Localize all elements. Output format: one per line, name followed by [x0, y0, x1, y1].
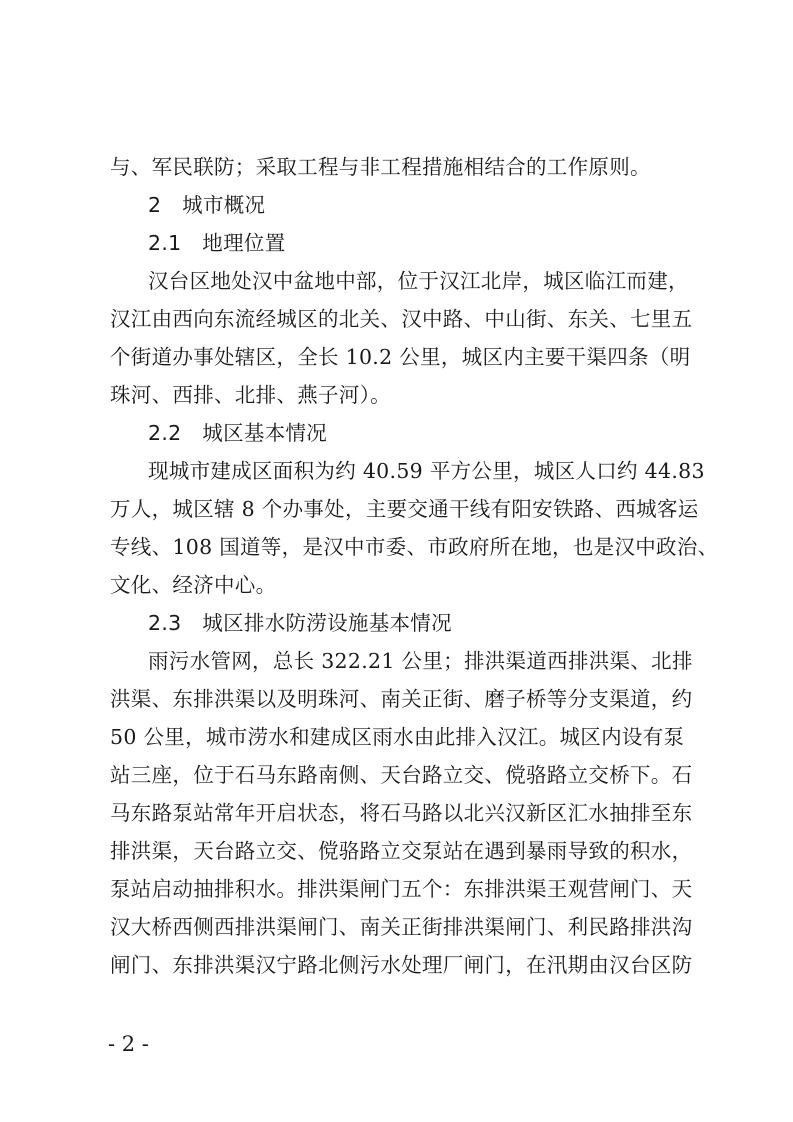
body-text-line: 雨污水管网，总长 322.21 公里；排洪渠道西排洪渠、北排: [148, 649, 693, 673]
body-text-line: 汉大桥西侧西排洪渠闸门、南关正街排洪渠闸门、利民路排洪沟: [110, 915, 693, 939]
body-text-line: 马东路泵站常年开启状态，将石马路以北兴汉新区汇水抽排至东: [110, 801, 693, 825]
body-text-line: 文化、经济中心。: [110, 573, 277, 597]
body-text-line: 万人，城区辖 8 个办事处，主要交通干线有阳安铁路、西城客运: [110, 497, 699, 521]
subsection-heading: 2.1 地理位置: [148, 231, 286, 255]
body-text-line: 站三座，位于石马东路南侧、天台路立交、傥骆路立交桥下。石: [110, 763, 693, 787]
body-text-line: 现城市建成区面积为约 40.59 平方公里，城区人口约 44.83: [148, 459, 705, 483]
subsection-heading: 2.2 城区基本情况: [148, 421, 328, 445]
body-text-line: 50 公里，城市涝水和建成区雨水由此排入汉江。城区内设有泵: [110, 725, 685, 749]
body-text-line: 专线、108 国道等，是汉中市委、市政府所在地，也是汉中政治、: [110, 535, 719, 559]
body-text-line: 与、军民联防；采取工程与非工程措施相结合的工作原则。: [110, 155, 651, 179]
body-text-line: 闸门、东排洪渠汉宁路北侧污水处理厂闸门，在汛期由汉台区防: [110, 953, 693, 977]
body-text-line: 汉江由西向东流经城区的北关、汉中路、中山街、东关、七里五: [110, 307, 693, 331]
body-text-line: 排洪渠，天台路立交、傥骆路立交泵站在遇到暴雨导致的积水，: [110, 839, 693, 863]
page-number: - 2 -: [108, 1032, 149, 1056]
body-text-line: 洪渠、东排洪渠以及明珠河、南关正街、磨子桥等分支渠道，约: [110, 687, 693, 711]
body-text-line: 珠河、西排、北排、燕子河）。: [110, 383, 391, 407]
body-text-line: 泵站启动抽排积水。排洪渠闸门五个：东排洪渠王观营闸门、天: [110, 877, 693, 901]
section-heading: 2 城市概况: [148, 193, 266, 217]
subsection-heading: 2.3 城区排水防涝设施基本情况: [148, 611, 452, 635]
body-text-line: 汉台区地处汉中盆地中部，位于汉江北岸，城区临江而建，: [148, 269, 689, 293]
body-text-line: 个街道办事处辖区，全长 10.2 公里，城区内主要干渠四条（明: [110, 345, 691, 369]
